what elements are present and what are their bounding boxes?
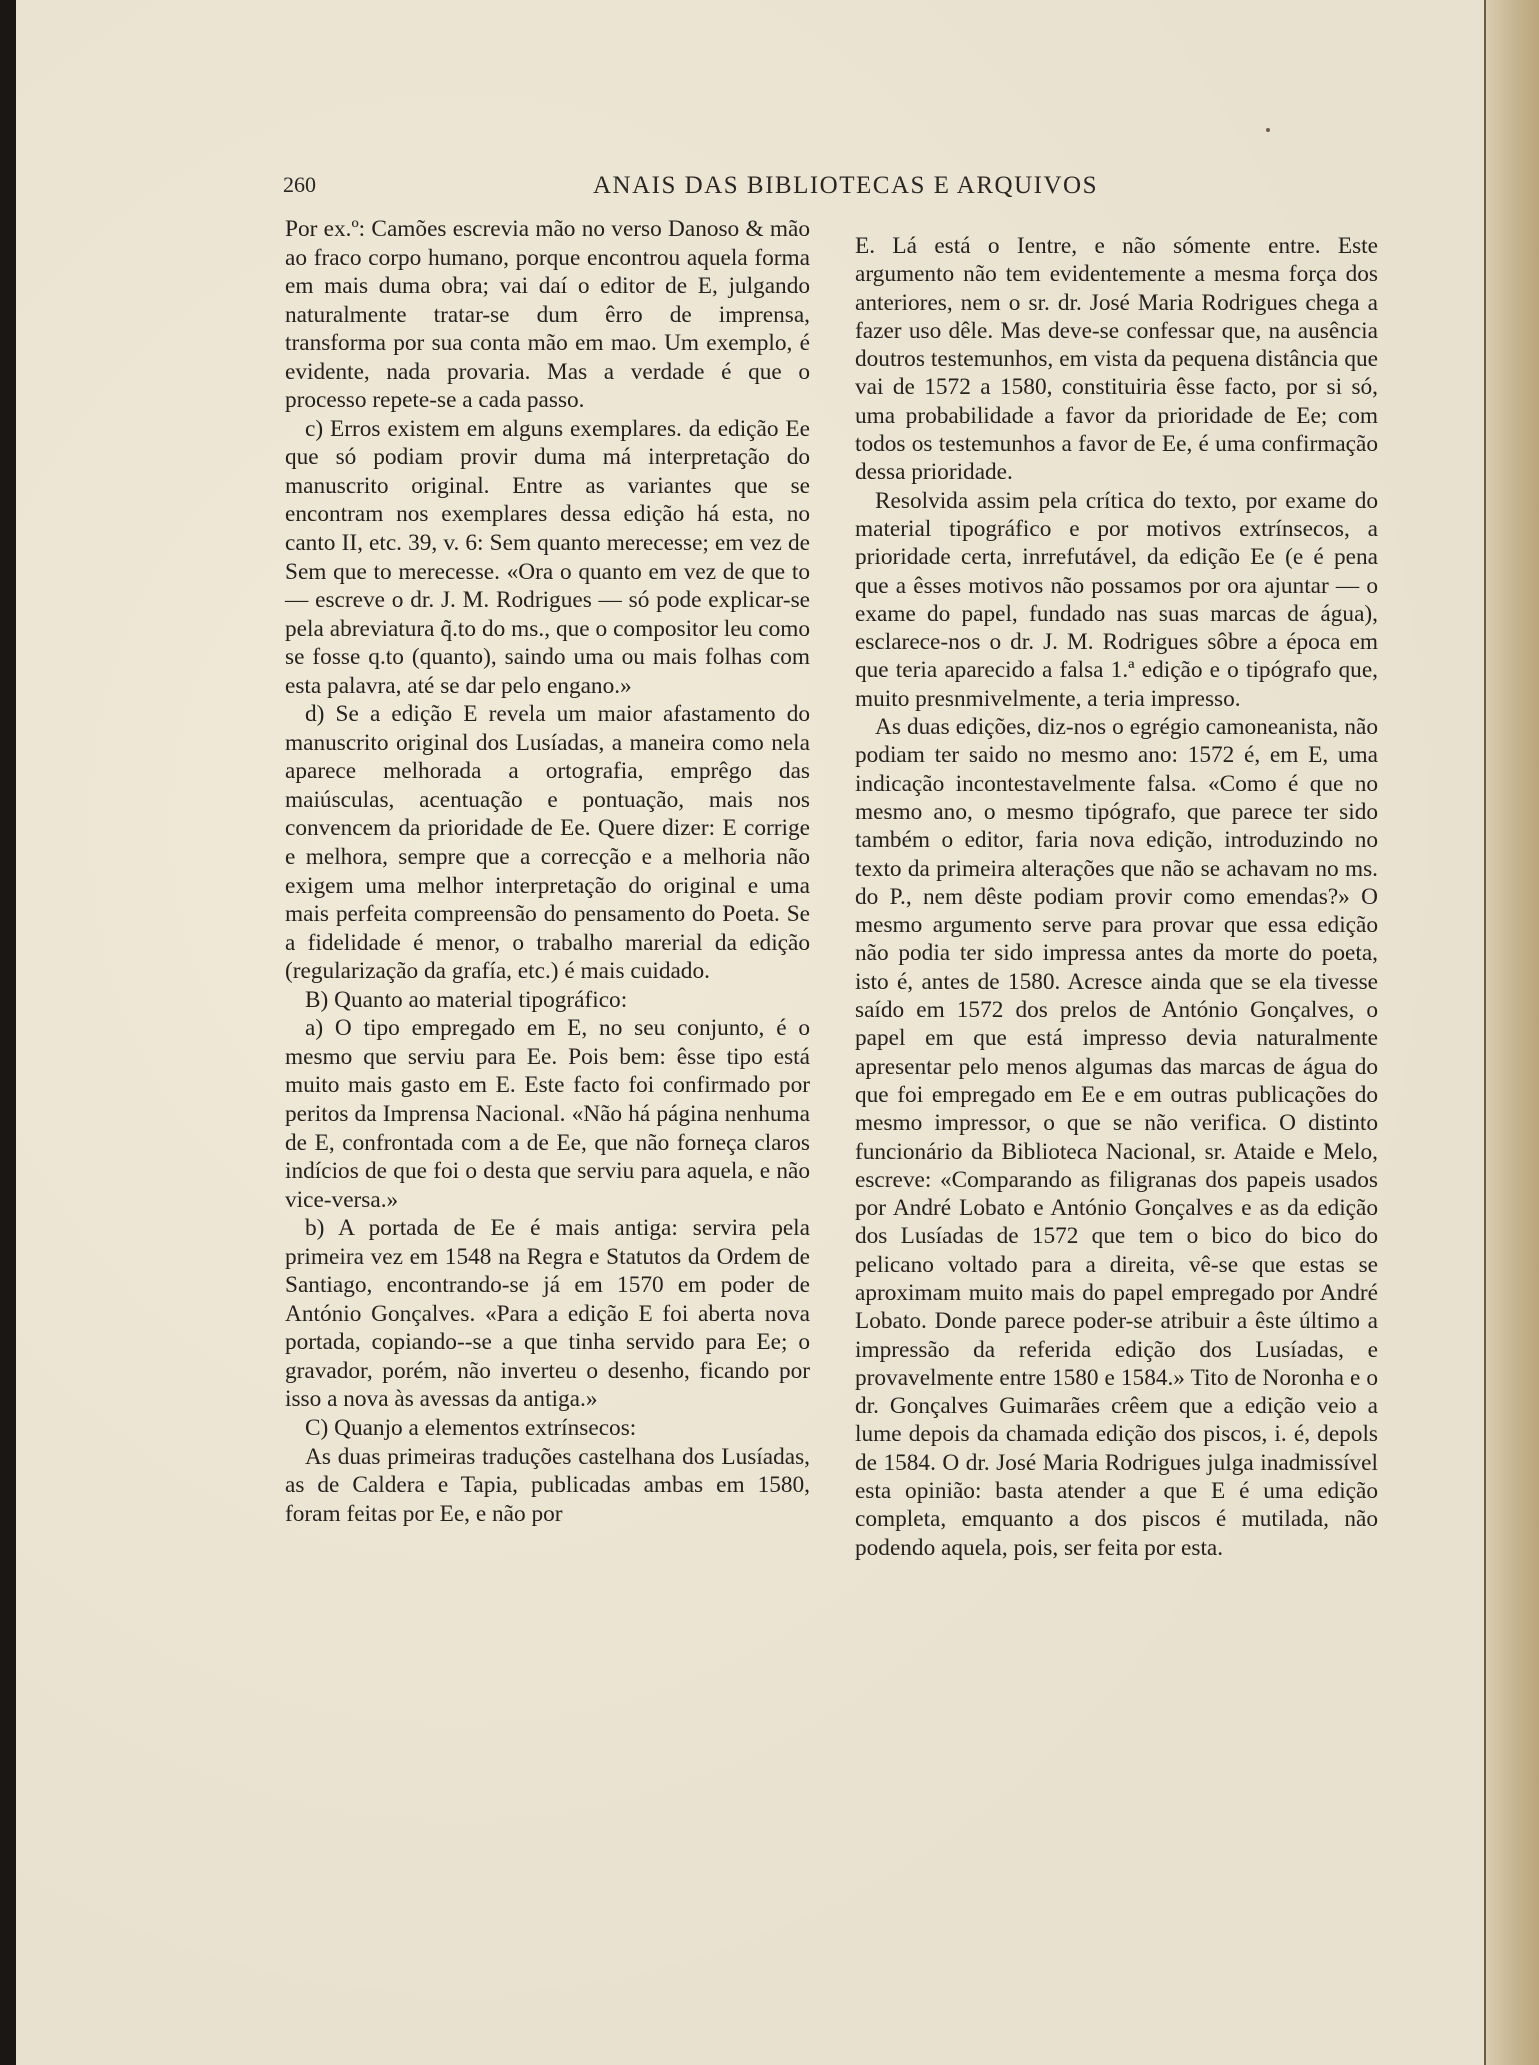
paragraph: Por ex.º: Camões escrevia mão no verso Danoso & mão ao fraco corpo humano, porque encontrou aquela forma em mais duma obra; vai daí o editor de E, julgando naturalmente tratar-se dum êrro de imprensa, transforma por sua conta mão em mao. Um exemplo, é evidente, nada provaria. Mas a verdade é que o processo repete-se a cada passo. [285,216,810,414]
page-number: 260 [283,172,316,197]
section-heading: C) Quanјo a elementos extrínsecos: [305,1414,637,1441]
paragraph: b) A portada de Ee é mais antiga: servira pela primeira vez em 1548 na Regra e Statutos da Ordem de Santiago, encontrando-se já em 1570 em poder de António Gonçalves. «Para a edição E foi aberta nova portada, copiando--se a que tinha servido para Ee; o gravador, porém, não inverteu o desenho, ficando por isso a nova às avessas da antiga.» [285,1215,810,1413]
book-spine [1486,0,1539,2065]
paragraph: E. Lá está o Ientre, e não sómente entre. Este argumento não tem evidentemente a mesma força dos anteriores, nem o sr. dr. José Maria Rodrigues chega a fazer uso dêle. Mas deve-se confessar que, na ausência doutros testemunhos, em vista da pequena distância que vai de 1572 a 1580, constituiria êsse facto, por si só, uma probabilidade a favor da prioridade de Ee; com todos os testemunhos a favor de Ee, é uma confirmação dessa prioridade. [855,233,1378,486]
paragraph: a) O tipo empregado em E, no seu conjunto, é o mesmo que serviu para Ee. Pois bem: êsse tipo está muito mais gasto em E. Este facto foi confirmado por peritos da Imprensa Nacional. «Não há página nenhuma de E, confrontada com a de Ee, que não forneça claros indícios de que foi o desta que serviu para aquela, e não vice-versa.» [285,1015,810,1213]
paragraph: d) Se a edição E revela um maior afastamento do manuscrito original dos Lusíadas, a maneira como nela aparece melhorada a ortografia, emprêgo das maiúsculas, acentuação e pontuação, mais nos convencem da prioridade de Ee. Quere dizer: E corrige e melhora, sempre que a correcção e a melhoria não exigem uma melhor interpretação do original e uma mais perfeita compreensão do pensamento do Poeta. Se a fidelidade é menor, o trabalho marerial da edição (regularização da grafía, etc.) é mais cuidado. [285,701,810,985]
paragraph: As duas edições, diz-nos o egrégio camoneanista, não podiam ter saido no mesmo ano: 1572 é, em E, uma indicação incontestavelmente falsa. «Como é que no mesmo ano, o mesmo tipógrafo, que parece ter sido também o editor, faria nova edição, introduzindo no texto da primeira alterações que não se achavam no ms. do P., nem dêste podiam provir como emendas?» O mesmo argumento serve para provar que essa edição não podia ter sido impressa antes da morte do poeta, isto é, antes de 1580. Acresce ainda que se ela tivesse saído em 1572 dos prelos de António Gonçalves, o papel em que está impresso devia naturalmente apresentar pelo menos algumas das marcas de água do que foi empregado em Ee e em outras publicações do mesmo impressor, o que se não verifica. O distinto funcionário da Biblioteca Nacional, sr. Ataide e Melo, escreve: «Comparando as filigranas dos papeis usados por André Lobato e António Gonçalves e as da edição dos Lusíadas de 1572 que tem o bico do bico do pelicano voltado para a direita, vê-se que estas se aproximam muito mais do papel empregado por André Lobato. Donde parece poder-se atribuir a êste último a impressão da referida edição dos Lusíadas, e provavelmente entre 1580 e 1584.» Tito de Noronha e o dr. Gonçalves Guimarães crêem que a edição veio a lume depois da chamada edição dos piscos, i. é, depols de 1584. O dr. José Maria Rodrigues julga inadmissível esta opinião: basta atender a que E é uma edição completa, emquanto a dos piscos é mutilada, não podendo aquela, pois, ser feita por esta. [855,714,1378,1561]
paragraph: Resolvida assim pela crítica do texto, por exame do material tipográfico e por motivos extrínsecos, a prioridade certa, inrrefutável, da edição Ee (e é pena que a êsses motivos não possamos por ora ajuntar — o exame do papel, fundado nas suas marcas de água), esclarece-nos o dr. J. M. Rodrigues sôbre a época em que teria aparecido a falsa 1.ª edição e o tipógrafo que, muito presnmivelmente, a teria impresso. [855,487,1378,712]
section-heading: B) Quanto ao material tipográfico: [305,986,628,1013]
left-column [285,215,810,1528]
running-head: ANAIS DAS BIBLIOTECAS E ARQUIVOS [593,172,1098,199]
paragraph: As duas primeiras traduções castelhana dos Lusíadas, as de Caldera e Tapia, publicadas ambas em 1580, foram feitas por Ee, e não por [285,1443,810,1527]
right-column [855,232,1378,1562]
paper-spot [1266,128,1270,132]
page-header [283,166,1373,206]
paragraph: c) Erros existem em alguns exemplares. da edição Ee que só podiam provir duma má interpretação do manuscrito original. Entre as variantes que se encontram nos exemplares dessa edição há esta, no canto II, etc. 39, v. 6: Sem quanto merecesse; em vez de Sem que to merecesse. «Ora o quanto em vez de que to — escreve o dr. J. M. Rodrigues — só pode explicar-se pela abreviatura q̃.to do ms., que o compositor leu como se fosse q.to (quanto), saindo uma ou mais folhas com esta palavra, até se dar pelo engano.» [285,415,810,699]
